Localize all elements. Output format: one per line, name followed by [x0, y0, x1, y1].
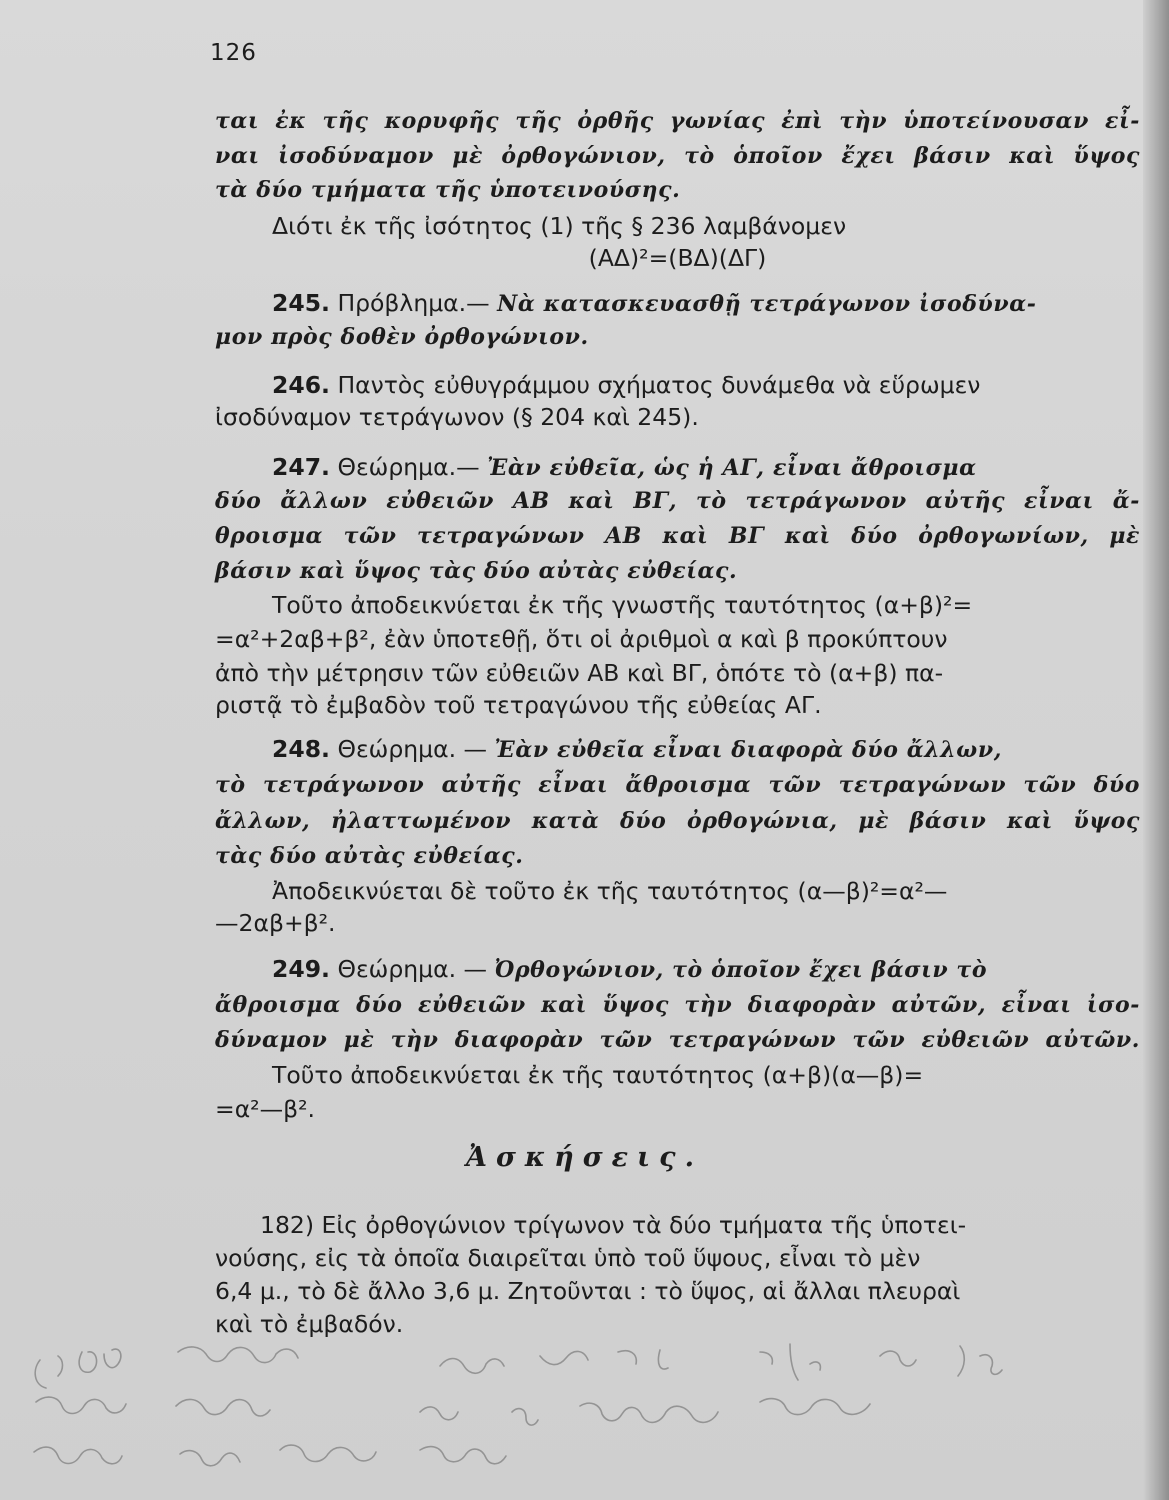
exercises-heading: Ἀσκήσεις. — [466, 1142, 703, 1173]
text-line: τὰ δύο τμήματα τῆς ὑποτεινούσης. — [215, 177, 681, 203]
section-number: 245. — [272, 289, 330, 317]
text-line: ναι ἰσοδύναμον μὲ ὀρθογώνιον, τὸ ὁποῖον ἔχει βάσιν καὶ ὕψος — [215, 143, 1140, 169]
section-number: 249. — [272, 955, 330, 983]
text-line: μον πρὸς δοθὲν ὀρθογώνιον. — [215, 324, 589, 350]
text-line: νούσης, εἰς τὰ ὁποῖα διαιρεῖται ὑπὸ τοῦ ὕψους, εἶναι τὸ μὲν — [215, 1244, 921, 1272]
text-line: ἄλλων, ἠλαττωμένον κατὰ δύο ὀρθογώνια, μὲ βάσιν καὶ ὕψος — [215, 808, 1140, 834]
text-line: δύο ἄλλων εὐθειῶν ΑΒ καὶ ΒΓ, τὸ τετράγωνον αὐτῆς εἶναι ἄ- — [215, 488, 1140, 514]
text-line: καὶ τὸ ἐμβαδόν. — [215, 1310, 404, 1338]
section-statement: Ὀρθογώνιον, τὸ ὁποῖον ἔχει βάσιν τὸ — [494, 957, 988, 983]
text-line: τὰς δύο αὐτὰς εὐθείας. — [215, 843, 524, 869]
section-statement: Νὰ κατασκευασθῇ τετράγωνον ἰσοδύνα- — [497, 291, 1037, 317]
section-text: Παντὸς εὐθυγράμμου σχήματος δυνάμεθα νὰ εὕρωμεν — [337, 371, 981, 399]
page-number: 126 — [210, 40, 257, 66]
section-label: Πρόβλημα.— — [337, 289, 490, 317]
text-line: δύναμον μὲ τὴν διαφορὰν τῶν τετραγώνων τῶν εὐθειῶν αὐτῶν. — [215, 1027, 1140, 1053]
text-line: ται ἐκ τῆς κορυφῆς τῆς ὀρθῆς γωνίας ἐπὶ τὴν ὑποτείνουσαν εἶ- — [215, 108, 1140, 134]
section-statement: Ἐὰν εὐθεῖα εἶναι διαφορὰ δύο ἄλλων, — [494, 737, 1002, 763]
text-line: 6,4 μ., τὸ δὲ ἄλλο 3,6 μ. Ζητοῦνται : τὸ ὕψος, αἱ ἄλλαι πλευραὶ — [215, 1277, 961, 1305]
section-number: 248. — [272, 735, 330, 763]
exercise-182: 182) Εἰς ὀρθογώνιον τρίγωνον τὰ δύο τμήματα τῆς ὑποτει- — [260, 1211, 967, 1239]
section-label: Θεώρημα.— — [337, 453, 480, 481]
section-number: 247. — [272, 453, 330, 481]
text-line: βάσιν καὶ ὕψος τὰς δύο αὐτὰς εὐθείας. — [215, 558, 738, 584]
section-label: Θεώρημα. — — [337, 955, 488, 983]
text-line: τὸ τετράγωνον αὐτῆς εἶναι ἄθροισμα τῶν τετραγώνων τῶν δύο — [215, 772, 1140, 798]
text-line: =α²+2αβ+β², ἐὰν ὑποτεθῇ, ὅτι οἱ ἀριθμοὶ α καὶ β προκύπτουν — [215, 625, 948, 653]
text-line: Τοῦτο ἀποδεικνύεται ἐκ τῆς ταυτότητος (α+β)(α—β)= — [272, 1061, 924, 1089]
text-line: Ἀποδεικνύεται δὲ τοῦτο ἐκ τῆς ταυτότητος (α—β)²=α²— — [272, 877, 948, 905]
text-line: ἀπὸ τὴν μέτρησιν τῶν εὐθειῶν ΑΒ καὶ ΒΓ, ὁπότε τὸ (α+β) πα- — [215, 659, 944, 687]
text-line: Διότι ἐκ τῆς ἰσότητος (1) τῆς § 236 λαμβάνομεν — [272, 212, 847, 240]
text-line: Τοῦτο ἀποδεικνύεται ἐκ τῆς γνωστῆς ταυτότητος (α+β)²= — [272, 591, 973, 619]
text-line: ἰσοδύναμον τετράγωνον (§ 204 καὶ 245). — [215, 403, 699, 431]
text-line: θροισμα τῶν τετραγώνων ΑΒ καὶ ΒΓ καὶ δύο ὀρθογωνίων, μὲ — [215, 523, 1140, 549]
section-label: Θεώρημα. — — [337, 735, 488, 763]
equation: (ΑΔ)²=(ΒΔ)(ΔΓ) — [588, 244, 767, 272]
section-number: 246. — [272, 371, 330, 399]
section-statement: Ἐὰν εὐθεῖα, ὡς ἡ ΑΓ, εἶναι ἄθροισμα — [487, 455, 977, 481]
text-line: ριστᾷ τὸ ἐμβαδὸν τοῦ τετραγώνου τῆς εὐθείας ΑΓ. — [215, 691, 822, 719]
text-line: —2αβ+β². — [215, 909, 336, 937]
text-line: =α²—β². — [215, 1095, 315, 1123]
text-line: ἄθροισμα δύο εὐθειῶν καὶ ὕψος τὴν διαφορὰν αὐτῶν, εἶναι ἰσο- — [215, 992, 1140, 1018]
